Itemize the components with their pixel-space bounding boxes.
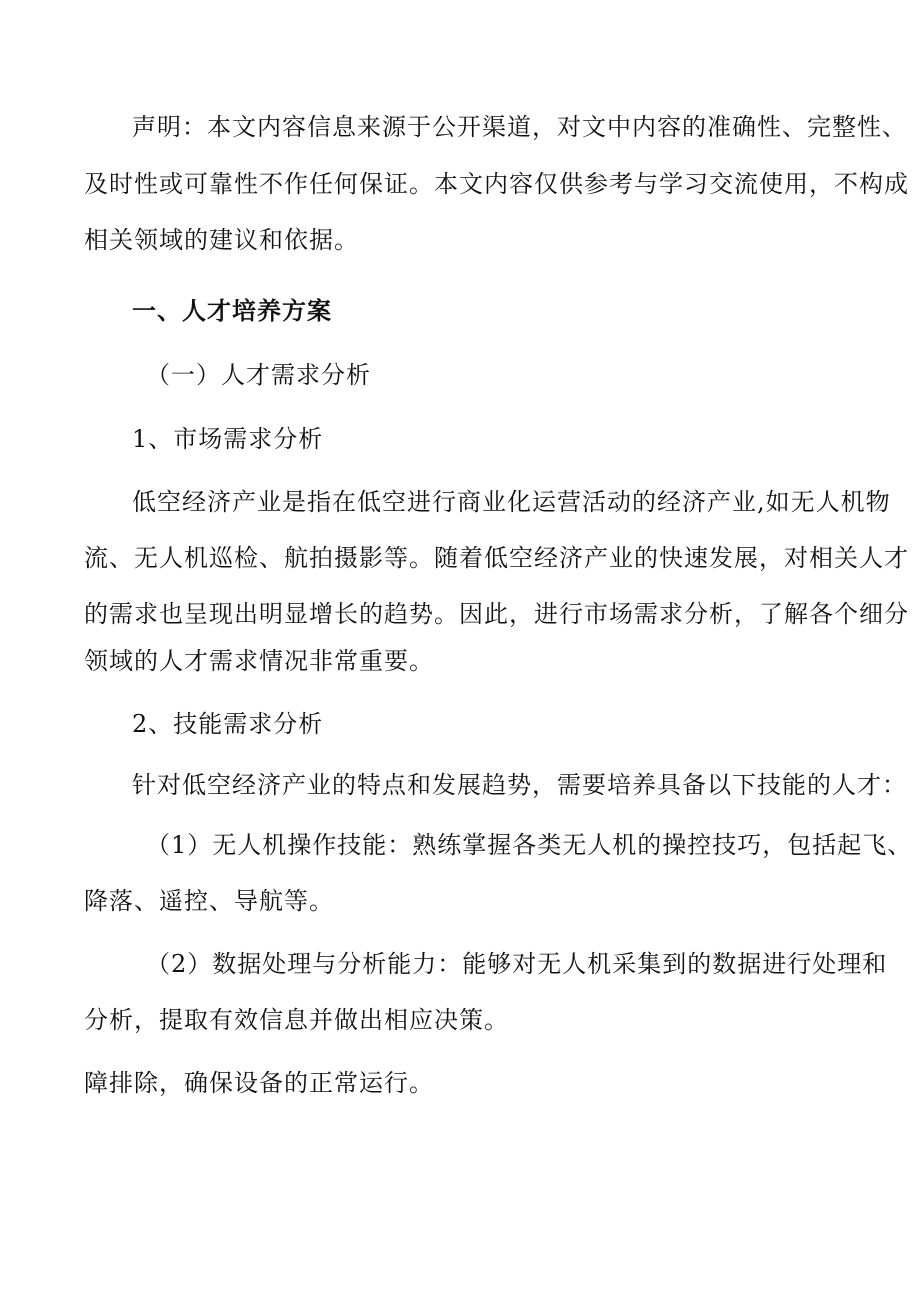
item-2-title: 2、技能需求分析 xyxy=(132,710,324,738)
paragraph-1-line-1: 低空经济产业是指在低空进行商业化运营活动的经济产业,如无人机物 xyxy=(132,488,891,516)
item-1-title: 1、市场需求分析 xyxy=(132,425,324,453)
paragraph-1-line-4: 领域的人才需求情况非常重要。 xyxy=(84,647,434,675)
disclaimer-line-1: 声明：本文内容信息来源于公开渠道，对文中内容的准确性、完整性、 xyxy=(132,113,907,141)
disclaimer-line-3: 相关领域的建议和依据。 xyxy=(84,226,359,254)
subsection-title: （一）人才需求分析 xyxy=(146,361,371,389)
skill-2-line-2: 分析，提取有效信息并做出相应决策。 xyxy=(84,1006,509,1034)
skill-1-line-2: 降落、遥控、导航等。 xyxy=(84,887,334,915)
disclaimer-line-2: 及时性或可靠性不作任何保证。本文内容仅供参考与学习交流使用，不构成 xyxy=(84,170,909,198)
paragraph-1-line-2: 流、无人机巡检、航拍摄影等。随着低空经济产业的快速发展，对相关人才 xyxy=(84,544,909,572)
skill-2-line-1: （2）数据处理与分析能力：能够对无人机采集到的数据进行处理和 xyxy=(146,950,888,978)
paragraph-1-line-3: 的需求也呈现出明显增长的趋势。因此，进行市场需求分析，了解各个细分 xyxy=(84,600,909,628)
skill-1-line-1: （1）无人机操作技能：熟练掌握各类无人机的操控技巧，包括起飞、 xyxy=(146,831,913,859)
paragraph-2: 针对低空经济产业的特点和发展趋势，需要培养具备以下技能的人才： xyxy=(132,771,907,799)
section-title: 一、人才培养方案 xyxy=(132,296,332,325)
text-fragment: 障排除，确保设备的正常运行。 xyxy=(84,1069,434,1097)
